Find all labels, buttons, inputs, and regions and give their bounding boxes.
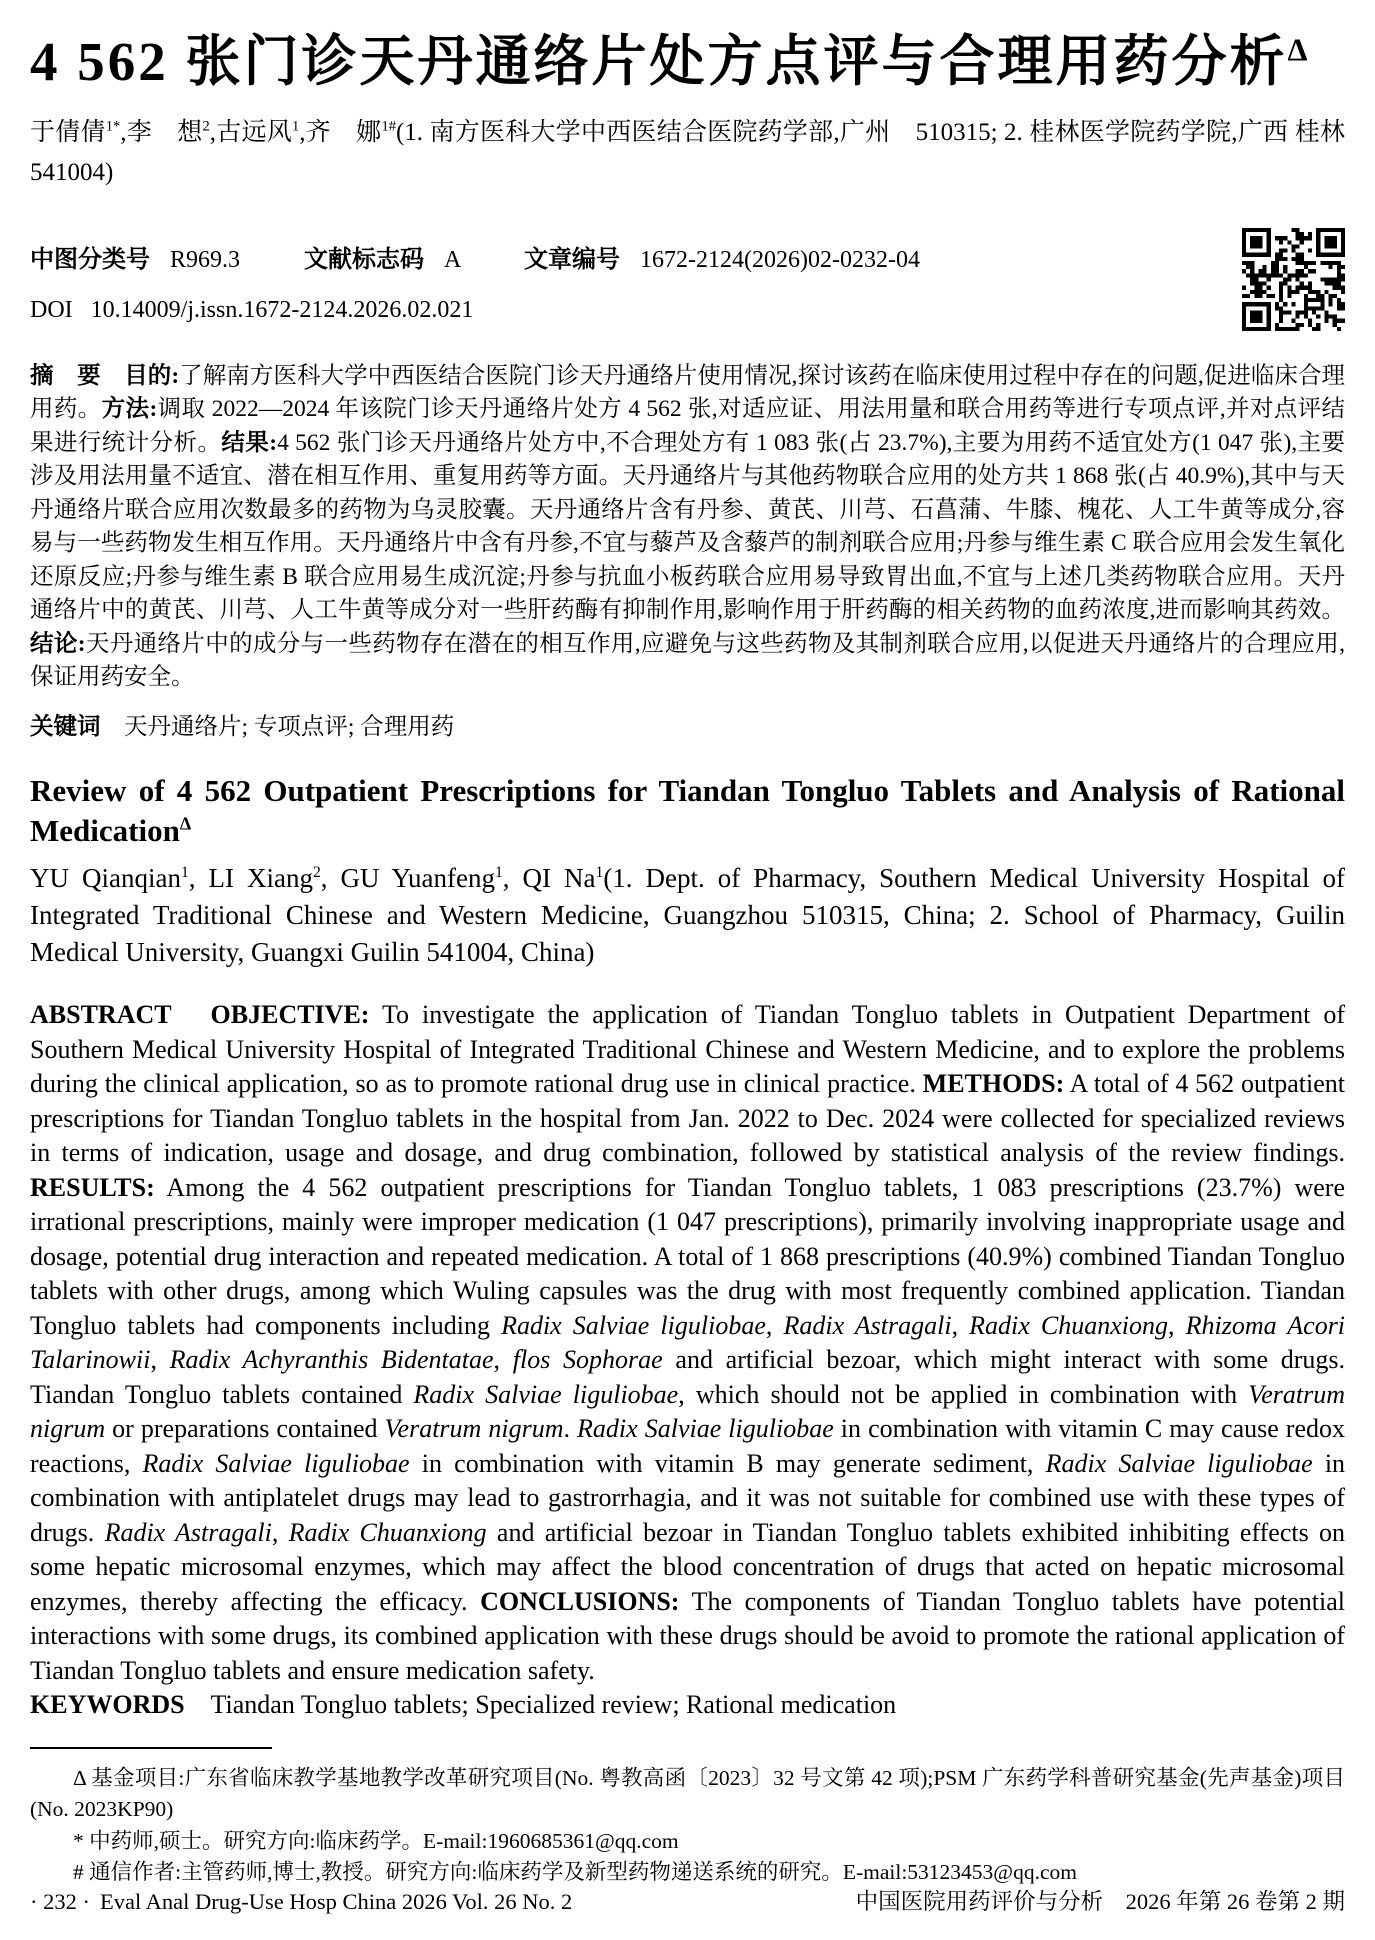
- text-segment: 关键词: [30, 712, 101, 739]
- authors-affiliations-en: [30, 860, 1345, 971]
- authors-affiliations-cn: [30, 113, 1370, 193]
- footnote-corresponding-author: # 通信作者:主管药师,博士,教授。研究方向:临床药学及新型药物递送系统的研究。E-mail:53123453@qq.com: [73, 1860, 1077, 1885]
- text-segment: 1: [595, 864, 604, 882]
- text-segment: , LI Xiang: [188, 863, 313, 894]
- text-segment: Radix Chuanxiong: [288, 1517, 487, 1547]
- page-footer: [30, 1888, 1345, 1916]
- text-segment: 于倩倩: [30, 118, 106, 146]
- text-segment: ,: [493, 1345, 513, 1375]
- text-segment: in combination with vitamin C may cause redox reactions,: [30, 1414, 1346, 1478]
- text-segment: Radix Chuanxiong: [969, 1310, 1169, 1340]
- clc-label: 中图分类号: [30, 245, 150, 273]
- text-segment: CONCLUSIONS:: [480, 1586, 680, 1616]
- clc-value: R969.3: [170, 246, 241, 273]
- text-segment: RESULTS:: [30, 1172, 155, 1202]
- text-segment: To investigate the application of Tiandan Tongluo tablets in Outpatient Department of Southern Medical University Hospital of Integrated Traditional Chinese and Western Medicine, and to explore the problems during the clinical application, so as to promote rational drug use in clinical practice.: [30, 1000, 1345, 1099]
- text-segment: Radix Achyranthis Bidentatae: [169, 1345, 494, 1375]
- text-segment: , GU Yuanfeng: [320, 863, 495, 894]
- text-segment: [172, 1000, 211, 1029]
- text-segment: 1: [291, 118, 300, 135]
- abstract-cn: [30, 359, 1345, 695]
- text-segment: ,: [951, 1310, 970, 1340]
- footer-left: [30, 1888, 582, 1916]
- text-segment: Radix Astragali: [783, 1310, 952, 1340]
- text-segment: ,: [1168, 1310, 1186, 1340]
- text-segment: 结果:: [221, 429, 278, 456]
- text-segment: Rhizoma Acori Talarinowii: [30, 1310, 1346, 1375]
- text-segment: The components of Tiandan Tongluo tablets have potential interactions with some drugs, its combined application with these drugs should be avoid to promote the rational application of Tiandan Tongluo tablets and ensure medication safety.: [30, 1586, 1345, 1685]
- text-segment: Veratrum nigrum: [384, 1414, 564, 1444]
- text-segment: 2: [202, 118, 210, 135]
- text-segment: METHODS:: [922, 1069, 1065, 1099]
- keywords-en: [30, 1688, 1345, 1723]
- abstract-en: [30, 998, 1345, 1688]
- text-segment: in combination with antiplatelet drugs may lead to gastrorrhagia, and it was not suitable for combined use with these types of drugs.: [30, 1448, 1346, 1547]
- text-segment: or preparations contained: [105, 1414, 385, 1444]
- text-segment: , which should not be applied in combination with: [678, 1379, 1249, 1409]
- footnotes: [30, 1763, 1345, 1889]
- text-segment: ,: [765, 1310, 784, 1340]
- text-segment: Radix Astragali: [104, 1517, 272, 1547]
- text-segment: .: [563, 1414, 578, 1444]
- article-title-en: [30, 771, 1345, 851]
- text-segment: 了解南方医科大学中西医结合医院门诊天丹通络片使用情况,探讨该药在临床使用过程中存在的问题,促进临床合理用药。: [30, 362, 1346, 423]
- text-segment: OBJECTIVE:: [210, 1000, 370, 1030]
- article-meta-row: [30, 245, 1345, 275]
- text-segment: Radix Salviae liguliobae: [501, 1310, 766, 1340]
- text-segment: ABSTRACT: [30, 1000, 172, 1030]
- text-segment: ,李 想: [120, 118, 203, 146]
- text-segment: 4 562 张门诊天丹通络片处方中,不合理处方有 1 083 张(占 23.7%),主要为用药不适宜处方(1 047 张),主要涉及用法用量不适宜、潜在相互作用、重复用药等方面。天丹通络片与其他药物联合应用的处方共 1 868 张(占 40.9%),其中与天丹通络片联合应用次数最多的药物为乌灵胶囊。天丹通络片含有丹参、黄芪、川芎、石菖蒲、牛膝、槐花、人工牛黄等成分,容易与一些药物发生相互作用。天丹通络片中含有丹参,不宜与藜芦及含藜芦的制剂联合应用;丹参与维生素 C 联合应用会发生氧化还原反应;丹参与维生素 B 联合应用易生成沉淀;丹参与抗血小板药联合应用易导致胃出血,不宜与上述几类药物联合应用。天丹通络片中的黄芪、川芎、人工牛黄等成分对一些肝药酶有抑制作用,影响作用于肝药酶的相关药物的血药浓度,进而影响其药效。: [30, 429, 1346, 624]
- text-segment: 1: [494, 864, 503, 882]
- text-segment: Tiandan Tongluo tablets; Specialized review; Rational medication: [184, 1690, 897, 1720]
- text-segment: YU Qianqian: [30, 863, 181, 894]
- text-segment: ,齐 娜: [299, 118, 382, 146]
- text-segment: (1. Dept. of Pharmacy, Southern Medical University Hospital of Integrated Traditional Chinese and Western Medicine, Guangzhou 510315, China; 2. School of Pharmacy, Guilin Medical University, Guangxi Guilin 541004, China): [30, 863, 1345, 968]
- text-segment: 结论:: [30, 630, 86, 657]
- footnote-first-author: * 中药师,硕士。研究方向:临床药学。E-mail:1960685361@qq.com: [73, 1828, 679, 1853]
- text-segment: Radix Salviae liguliobae: [577, 1414, 834, 1444]
- text-segment: in combination with vitamin B may generate sediment,: [409, 1448, 1046, 1478]
- text-segment: Radix Salviae liguliobae: [413, 1379, 679, 1409]
- page-number: · 232 ·: [30, 1889, 90, 1914]
- document-code-label: 文献标志码: [304, 245, 425, 273]
- doi-row: [30, 295, 1345, 325]
- article-id: [524, 247, 920, 273]
- text-segment: 天丹通络片中的成分与一些药物存在潜在的相互作用,应避免与这些药物及其制剂联合应用,以促进天丹通络片的合理应用,保证用药安全。: [30, 630, 1345, 691]
- article-id-label: 文章编号: [524, 245, 621, 273]
- text-segment: and artificial bezoar, which might interact with some drugs. Tiandan Tongluo tablets contained: [30, 1345, 1345, 1409]
- article-title-cn: [30, 28, 1345, 97]
- text-segment: 1#: [381, 118, 396, 135]
- document-code-value: A: [444, 246, 461, 273]
- text-segment: Radix Salviae liguliobae: [1045, 1448, 1313, 1478]
- text-segment: [101, 363, 125, 389]
- text-segment: (1. 南方医科大学中西医结合医院药学部,广州 510315; 2. 桂林医学院药学院,广西 桂林 541004): [30, 118, 1370, 186]
- text-segment: Δ: [179, 813, 192, 834]
- text-segment: flos Sophorae: [512, 1345, 663, 1375]
- text-segment: 天丹通络片; 专项点评; 合理用药: [100, 713, 455, 740]
- text-segment: 2: [312, 864, 321, 882]
- qr-code: [1242, 228, 1345, 331]
- text-segment: 目的:: [124, 362, 180, 389]
- text-segment: KEYWORDS: [30, 1690, 185, 1720]
- text-segment: 1*: [105, 118, 121, 135]
- text-segment: Radix Salviae liguliobae: [142, 1448, 410, 1478]
- text-segment: A total of 4 562 outpatient prescriptions for Tiandan Tongluo tablets in the hospital from Jan. 2022 to Dec. 2024 were collected for specialized reviews in terms of indication, usage and dosage, and drug combination, followed by statistical analysis of the review findings.: [30, 1069, 1345, 1168]
- footnote-divider: [30, 1747, 272, 1749]
- doi-value: 10.14009/j.issn.1672-2124.2026.02.021: [90, 296, 474, 323]
- clc-number: [30, 247, 246, 273]
- document-code: [304, 247, 466, 273]
- doi-label: DOI: [30, 296, 73, 323]
- text-segment: 摘 要: [30, 361, 101, 388]
- text-segment: ,古远风: [209, 118, 292, 146]
- text-segment: Δ: [1287, 32, 1311, 68]
- article-id-value: 1672-2124(2026)02-0232-04: [640, 246, 920, 273]
- journal-name-cn: 中国医院用药评价与分析 2026 年第 26 卷第 2 期: [855, 1889, 1345, 1914]
- text-segment: Veratrum nigrum: [30, 1379, 1345, 1444]
- text-segment: ,: [150, 1345, 170, 1375]
- text-segment: ,: [271, 1517, 289, 1547]
- text-segment: Review of 4 562 Outpatient Prescriptions for Tiandan Tongluo Tablets and Analysis of Rational Medication: [30, 773, 1345, 849]
- text-segment: , QI Na: [502, 863, 596, 894]
- text-segment: 方法:: [101, 396, 158, 423]
- text-segment: 4 562 张门诊天丹通络片处方点评与合理用药分析: [30, 31, 1288, 92]
- text-segment: Among the 4 562 outpatient prescriptions for Tiandan Tongluo tablets, 1 083 prescriptions (23.7%) were irrational prescriptions, mainly were improper medication (1 047 prescriptions), primarily involving inappropriate usage and dosage, potential drug interaction and repeated medication. A total of 1 868 prescriptions (40.9%) combined Tiandan Tongluo tablets with other drugs, among which Wuling capsules was the drug with most frequently combined application. Tiandan Tongluo tablets had components including: [30, 1172, 1345, 1340]
- keywords-cn: [30, 710, 1345, 745]
- text-segment: 调取 2022—2024 年该院门诊天丹通络片处方 4 562 张,对适应证、用法用量和联合用药等进行专项点评,并对点评结果进行统计分析。: [30, 396, 1346, 456]
- footnote-fund-project: Δ 基金项目:广东省临床教学基地教学改革研究项目(No. 粤教高函〔2023〕32 号文第 42 项);PSM 广东药学科普研究基金(先声基金)项目(No. 2023KP90): [30, 1765, 1345, 1822]
- text-segment: 1: [180, 864, 189, 882]
- journal-name-en: Eval Anal Drug-Use Hosp China 2026 Vol. 26 No. 2: [100, 1889, 573, 1914]
- text-segment: and artificial bezoar in Tiandan Tongluo tablets exhibited inhibiting effects on some hepatic microsomal enzymes, which may affect the blood concentration of drugs that acted on hepatic microsomal enzymes, thereby affecting the efficacy.: [30, 1517, 1345, 1616]
